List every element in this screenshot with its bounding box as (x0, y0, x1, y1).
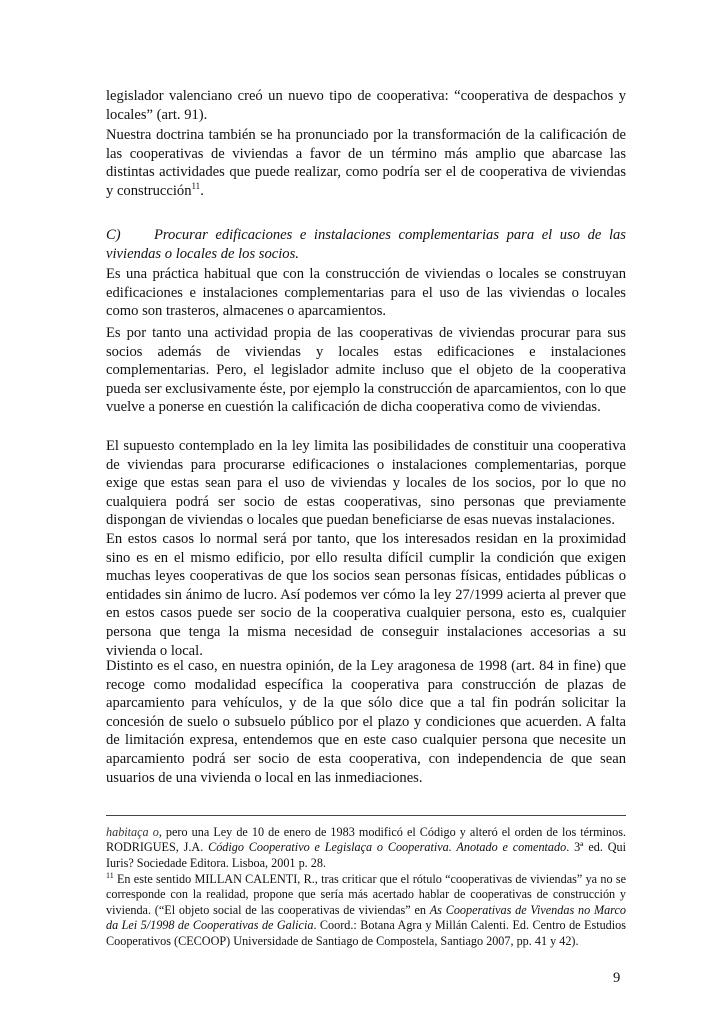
paragraph-2-end: . (200, 182, 204, 199)
paragraph-2 (106, 126, 626, 200)
paragraph-5: El supuesto contemplado en la ley limita las posibilidades de constituir una cooperativa de viviendas para procurarse edificaciones o instalaciones complementarias, porque exige que estas sean para el uso de viviendas y locales de los socios, por lo que no cualquiera podrá ser socio de estas cooperativas, sino personas que previamente dispongan de viviendas o locales que puedan beneficiarse de esas nuevas instalaciones. (106, 438, 626, 529)
paragraph-2-text: Nuestra doctrina también se ha pronunciado por la transformación de la calificación de las cooperativas de viviendas a favor de un término más amplio que abarcase las distintas actividades que puede realizar, como podría ser el de cooperativa de viviendas y construcción (106, 127, 626, 199)
footnote-separator (106, 815, 626, 816)
section-heading-text: Procurar edificaciones e instalaciones complementarias para el uso de las viviendas o locales de los socios. (106, 227, 626, 262)
paragraph-1: legislador valenciano creó un nuevo tipo de cooperativa: “cooperativa de despachos y locales” (art. 91). (106, 88, 626, 123)
section-letter: C) (106, 227, 121, 243)
paragraph-3: Es una práctica habitual que con la construcción de viviendas o locales se construyan edificaciones e instalaciones complementarias para el uso de las viviendas o locales como son trasteros, almacenes o aparcamientos. (106, 266, 626, 320)
footnote-11-number: 11 (106, 870, 114, 880)
footnote-10-continuation (106, 825, 626, 871)
footnote-2-text-b: . Coord.: Botana Agra y Millán Calenti. Ed. Centro de Estudios Cooperativos (CECOOP) Universidade de Santiago de Compostela, Santiago 2007, pp. 41 y 42). (106, 918, 626, 948)
footnote-1-text-a: , pero una Ley de 10 de enero de 1983 modificó el Código y alteró el orden de los términos. RODRIGUES, J.A. (106, 825, 626, 855)
section-heading (106, 226, 626, 263)
footnote-1-text-b: . 3ª ed. Qui Iuris? Sociedade Editora. Lisboa, 2001 p. 28. (106, 840, 626, 870)
page-number: 9 (613, 970, 621, 986)
paragraph-6: En estos casos lo normal será por tanto, que los interesados residan en la proximidad sino es en el mismo edificio, por ello resulta difícil cumplir la condición que exigen muchas leyes cooperativas de que los socios sean personas físicas, entidades públicas o entidades sin ánimo de lucro. Así podemos ver cómo la ley 27/1999 acierta al prever que en estos casos puede ser socio de la cooperativa cualquier persona, esto es, cualquier persona que tenga la misma necesidad de conseguir instalaciones accesorias a su vivienda o local. (106, 531, 626, 659)
footnote-2-text-a: En este sentido MILLAN CALENTI, R., tras criticar que el rótulo “cooperativas de viviendas” ya no se corresponde con la realidad, propone que sería más acertado hablar de cooperativas de construcción y vivienda. (“El objeto social de las cooperativas de viviendas” en (106, 872, 626, 917)
footnote-2-title: As Cooperativas de Vivendas no Marco da Lei 5/1998 de Cooperativas de Galicia (106, 902, 626, 933)
footnote-ref-11[interactable]: 11 (191, 180, 201, 191)
paragraph-7: Distinto es el caso, en nuestra opinión, de la Ley aragonesa de 1998 (art. 84 in fine) que recoge como modalidad específica la cooperativa para construcción de plazas de aparcamiento para vehículos, y de la que sólo dice que a tal fin podrán solicitar la concesión de suelo o subsuelo público por el plazo y condiciones que acuerden. A falta de limitación expresa, entendemos que en este caso cualquier persona que necesite un aparcamiento podrá ser socio de esta cooperativa, con independencia de que sean usuarios de una vivienda o local en las inmediaciones. (106, 658, 626, 786)
footnote-11 (106, 872, 626, 949)
footnote-1-title: Código Cooperativo e Legislaça o Cooperativa. Anotado e comentado (208, 840, 567, 855)
paragraph-4: Es por tanto una actividad propia de las cooperativas de viviendas procurar para sus socios además de viviendas y locales estas edificaciones e instalaciones complementarias. Pero, el legislador admite incluso que el objeto de la cooperativa pueda ser exclusivamente éste, por ejemplo la construcción de aparcamientos, con lo que vuelve a ponerse en cuestión la calificación de dicha cooperativa como de viviendas. (106, 325, 626, 416)
footnote-1-cut-text: habitaça o (106, 825, 159, 839)
